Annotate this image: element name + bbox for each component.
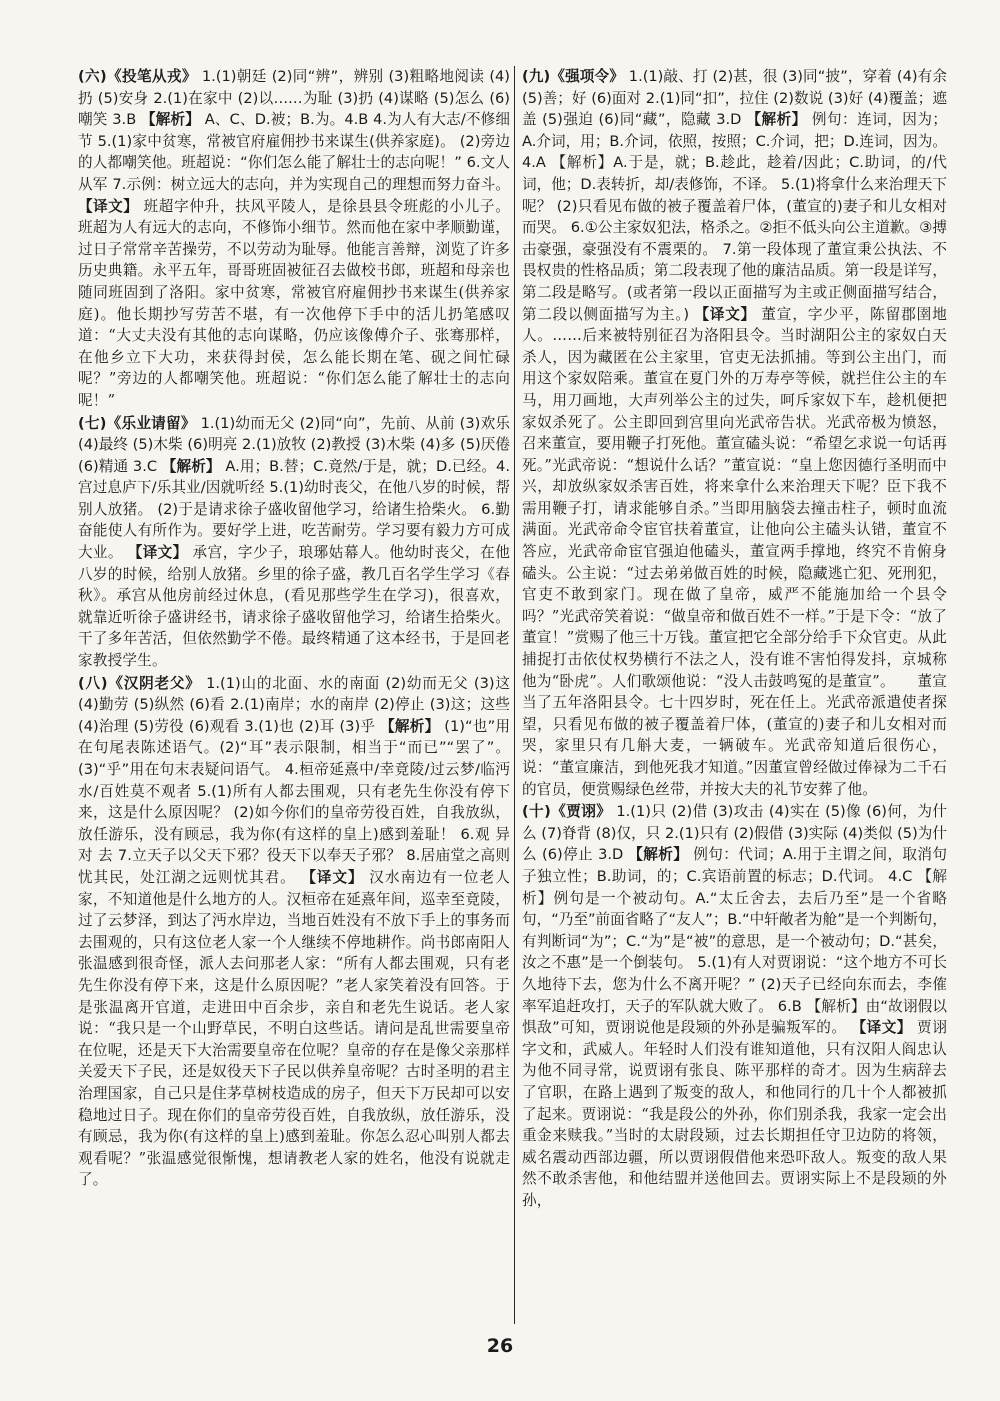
translation-tag: 【译文】 [301,868,364,886]
section-6 [78,66,510,412]
section-10 [522,801,947,1211]
section-title: (七)《乐业请留》 [78,414,196,432]
translation: 班超字仲升，扶风平陵人，是徐县县令班彪的小儿子。班超为人有远大的志向，不修饰小细节。然而他在家中孝顺勤谨，过日子常常辛苦操劳，不以劳动为耻辱。他能言善辩，浏览了许多历史典籍。永平五年，哥哥班固被征召去做校书郎，班超和母亲也随同班固到了洛阳。家中贫寒，常被官府雇佣抄书来谋生(供养家庭)。他长期抄写劳苦不堪，有一次他停下手中的活儿扔笔感叹道：“大丈夫没有其他的志向谋略，仍应该像傅介子、张骞那样，在他乡立下大功，来获得封侯，怎么能长期在笔、砚之间忙碌呢？”旁边的人都嘲笑他。班超说：“你们怎么能了解壮士的志向呢！” [78,197,510,409]
analysis: (1)“也”用在句尾表陈述语气。(2)“耳”表示限制，相当于“而已”“罢了”。(3)“乎”用在句末表疑问语气。 4.桓帝延熹中/幸竟陵/过云梦/临沔水/百姓莫不观者 5.(1)所有人都去围观，只有老先生你没有停下来，这是什么原因呢？ (2)如今你们的皇帝劳役百姓，自我放纵，放任游乐，没有顾忌，我为你(有这样的皇上)感到羞耻！ 6.观 异 对 去 7.立天子以父天下邪？役天下以奉天子邪？ 8.居庙堂之高则忧其民，处江湖之远则忧其君。 [78,717,510,886]
translation-tag: 【译文】 [694,305,756,323]
analysis-tag: 【解析】 [628,846,689,864]
analysis-tag: 【解析】 [141,111,200,129]
right-column [522,66,947,1321]
answers: 1.(1)只 (2)借 (3)攻击 (4)实在 (5)像 (6)何，为什么 (7)脊背 (8)仅，只 2.(1)只有 (2)假借 (3)实际 (4)类似 (5)为什么 (6)停止 3.D [522,803,947,864]
analysis: A.用；B.替；C.竟然/于是，就；D.已经。4.宫过息庐下/乐其业/因就听经 5.(1)幼时丧父，在他八岁的时候，帮别人放猪。 (2)于是请求徐子盛收留他学习，给诸生拾柴火。 6.勤奋能使人有所作为。要好学上进，吃苦耐劳。学习要有毅力方可成大业。 [78,457,510,562]
analysis: 例句：代词；A.用于主谓之间，取消句子独立性；B.助词，的；C.宾语前置的标志；D.代词。 4.C 【解析】例句是一个被动句。A.“太丘舍去，去后乃至”是一个省略句，“乃至”前面省略了“友人”；B.“中轩敞者为舱”是一个判断句，有判断词“为”；C.“为”是“被”的意思，是一个被动句；D.“甚矣，汝之不惠”是一个倒装句。 5.(1)有人对贾诩说：“这个地方不可长久地待下去，您为什么不离开呢？” (2)天子已经向东而去，李傕率军追赶攻打，天子的军队就大败了。 6.B 【解析】由“故诩假以惧敌”可知，贾诩说他是段颎的外孙是骗叛军的。 [522,846,947,1037]
answers: 1.(1)朝廷 (2)同“辨”，辨别 (3)粗略地阅读 (4)扔 (5)安身 2.(1)在家中 (2)以……为耻 (3)扔 (4)谋略 (5)怎么 (6)嘲笑 3.B [78,68,510,129]
analysis: 例句：连词，因为；A.介词，用；B.介词，依照，按照；C.介词，把；D.连词，因为。 4.A 【解析】A.于是，就；B.趁此，趁着/因此；C.助词，的/代词，他；D.表转折，却/表修饰，不译。 5.(1)将拿什么来治理天下呢？ (2)只看见布做的被子覆盖着尸体，(董宣的)妻子和儿女相对而哭。 6.①公主家奴犯法，格杀之。②拒不低头向公主道歉。③搏击豪强，豪强没有不震栗的。 7.第一段体现了董宣秉公执法、不畏权贵的性格品质；第二段表现了他的廉洁品质。第一段是详写，第二段是略写。(或者第一段以正面描写为主或正侧面描写结合，第二段以侧面描写为主。) [522,111,947,323]
translation-tag: 【译文】 [78,197,139,215]
section-title: (十)《贾诩》 [522,803,612,821]
answers: 1.(1)山的北面、水的南面 (2)幼而无父 (3)这 (4)勤劳 (5)纵然 (6)看 2.(1)南岸；水的南岸 (2)停止 (3)这；这些 (4)治理 (5)劳役 (6)观看 3.(1)也 (2)耳 (3)乎 [78,674,510,735]
column-divider [514,66,515,1324]
section-9 [522,66,947,800]
analysis-tag: 【解析】 [746,111,807,129]
translation: 汉水南边有一位老人家，不知道他是什么地方的人。汉桓帝在延熹年间，巡幸至竟陵，过了云梦泽，到达了沔水岸边，当地百姓没有不放下手上的事务而去围观的，只有这位老人家一个人继续不停地耕作。尚书郎南阳人张温感到很奇怪，派人去问那老人家：“所有人都去围观，只有老先生你没有停下来，这是什么原因呢？”老人家笑着没有回答。于是张温离开官道，走进田中百余步，亲自和老先生说话。老人家说：“我只是一个山野草民，不明白这些话。请问是乱世需要皇帝在位呢，还是天下大治需要皇帝在位呢？皇帝的存在是像父亲那样关爱天下子民，还是奴役天下子民以供养皇帝呢？古时圣明的君主治理国家，自己只是住茅草树枝造成的房子，但天下万民却可以安稳地过日子。现在你们的皇帝劳役百姓，自我放纵，放任游乐，没有顾忌，我为你(有这样的皇上)感到羞耻。你怎么忍心叫别人都去观看呢？”张温感觉很惭愧，想请教老人家的姓名，他没有说就走了。 [78,868,510,1189]
analysis: A、C、D.被；B.为。4.B 4.为人有大志/不修细节 5.(1)家中贫寒，常被官府雇佣抄书来谋生(供养家庭)。 (2)旁边的人都嘲笑他。班超说：“你们怎么能了解壮士的志向呢！” 6.文人从军 7.示例：树立远大的志向，并为实现自己的理想而努力奋斗。 [78,111,510,193]
section-title: (八)《汉阴老父》 [78,674,201,692]
translation: 承宫，字少子，琅琊姑幕人。他幼时丧父，在他八岁的时候，给别人放猪。乡里的徐子盛，教几百名学生学习《春秋》。承宫从他房前经过休息，(看见那些学生在学习)，很喜欢，就靠近听徐子盛讲经书，请求徐子盛收留他学习，给诸生拾柴火。干了多年苦活，但依然勤学不倦。最终精通了这本经书，于是回老家教授学生。 [78,544,510,670]
translation-tag: 【译文】 [127,544,188,562]
page-number: 26 [486,1335,514,1357]
translation: 贾诩字文和，武威人。年轻时人们没有谁知道他，只有汉阳人阎忠认为他不同寻常，说贾诩有张良、陈平那样的奇才。因为生病辞去了官职，在路上遇到了叛变的敌人，和他同行的几十个人都被抓了起来。贾诩说：“我是段公的外孙，你们别杀我，我家一定会出重金来赎我。”当时的太尉段颎，过去长期担任守卫边防的将领，威名震动西部边疆，所以贾诩假借他来恐吓敌人。叛变的敌人果然不敢杀害他，和他结盟并送他回去。贾诩实际上不是段颎的外孙， [522,1019,947,1209]
section-title: (六)《投笔从戎》 [78,68,197,85]
left-column [78,66,510,1321]
answers: 1.(1)敲、打 (2)甚，很 (3)同“披”，穿着 (4)有余 (5)善；好 (6)面对 2.(1)同“扣”，拉住 (2)数说 (3)好 (4)覆盖；遮盖 (5)强迫 (6)同“藏”，隐藏 3.D [522,68,947,129]
answers: 1.(1)幼而无父 (2)同“向”，先前、从前 (3)欢乐 (4)最终 (5)木柴 (6)明亮 2.(1)放牧 (2)教授 (3)木柴 (4)多 (5)厌倦 (6)精通 3.C [78,414,510,475]
translation-tag: 【译文】 [851,1019,912,1037]
analysis-tag: 【解析】 [161,457,221,475]
section-7 [78,413,510,672]
section-8 [78,673,510,1191]
translation: 董宣，字少平，陈留郡圉地人。……后来被特别征召为洛阳县令。当时湖阳公主的家奴白天杀人，因为藏匿在公主家里，官吏无法抓捕。等到公主出门，而用这个家奴陪乘。董宣在夏门外的万寿亭等候，就拦住公主的车马，用刀画地，大声列举公主的过失，呵斥家奴下车，趁机便把家奴杀死了。公主即回到宫里向光武帝告状。光武帝极为愤怒，召来董宣，要用鞭子打死他。董宣磕头说：“希望乞求说一句话再死。”光武帝说：“想说什么话？”董宣说：“皇上您因德行圣明而中兴，却放纵家奴杀害百姓，将来拿什么来治理天下呢？臣下我不需用鞭子打，请求能够自杀。”当即用脑袋去撞击柱子，顿时血流满面。光武帝命令宦官扶着董宣，让他向公主磕头认错，董宣不答应，光武帝命宦官强迫他磕头，董宣两手撑地，终究不肯俯身磕头。公主说：“过去弟弟做百姓的时候，隐藏逃亡犯、死刑犯，官吏不敢到家门。现在做了皇帝，威严不能施加给一个县令吗？”光武帝笑着说：“做皇帝和做百姓不一样。”于是下令：“放了董宣！”赏赐了他三十万钱。董宣把它全部分给手下众官吏。从此捕捉打击依仗权势横行不法之人，没有谁不害怕得发抖，京城称他为“卧虎”。人们歌颂他说：“没人击鼓鸣冤的是董宣”。 董宣当了五年洛阳县令。七十四岁时，死在任上。光武帝派遣使者探望，只看见布做的被子覆盖着尸体，(董宣的)妻子和儿女相对而哭，家里只有几斛大麦，一辆破车。光武帝知道后很伤心，说：“董宣廉洁，到他死我才知道。”因董宣曾经做过俸禄为二千石的官员，便赏赐绿色丝带，并按大夫的礼节安葬了他。 [522,305,947,798]
section-title: (九)《强项令》 [522,68,624,85]
analysis-tag: 【解析】 [380,717,440,735]
